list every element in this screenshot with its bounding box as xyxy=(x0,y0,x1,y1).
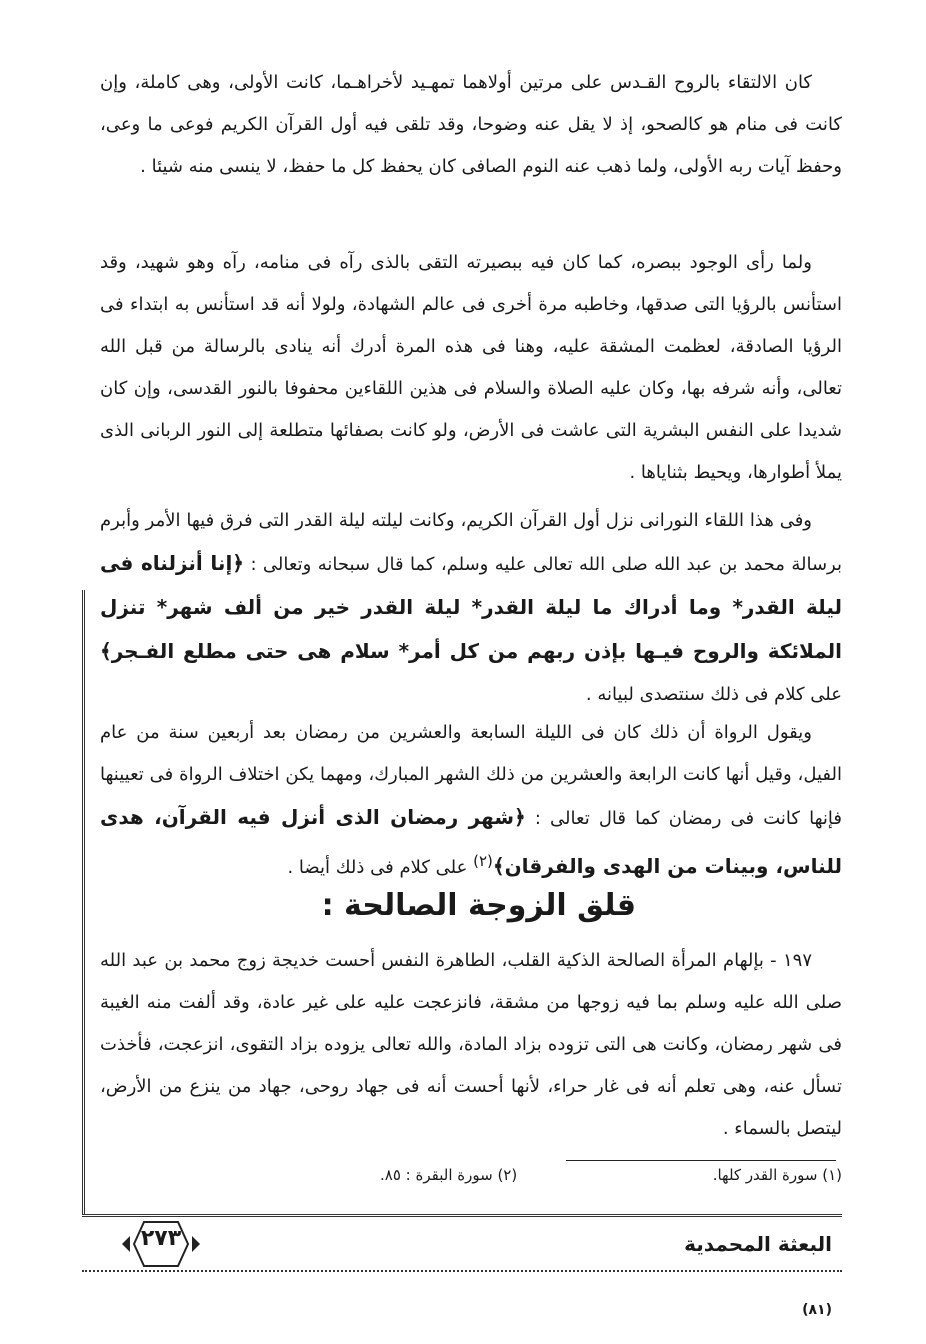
paragraph-2-text: ولما رأى الوجود ببصره، كما كان فيه ببصيرته التقى بالذى رآه فى منامه، رآه وهو شهيد، وقد استأنس بالرؤيا التى صدقها، وخاطبه مرة أخرى فى عالم الشهادة، ولولا أنه قد استأنس به ابتداء فى الرؤيا الصادقة، لعظمت المشقة عليه، وهنا فى هذه المرة أدرك أنه ينادى بالرسالة من قبل الله تعالى، وأنه شرفه بها، وكان عليه الصلاة والسلام فى هذين اللقاءين محفوفا بالنور القدسى، وإن كان شديدا على النفس البشرية التى عاشت فى الأرض، ولو كانت بصفائها متطلعة إلى النور الربانى الذى يملأ أطوارها، ويحيط بثناياها . xyxy=(100,252,842,483)
quran-quote-ramadan: ﴿شهر رمضان الذى أنزل فيه القرآن، هدى للناس، وبينات من الهدى والفرقان﴾ xyxy=(100,805,842,878)
paragraph-4-body xyxy=(100,712,842,889)
scan-number: (٨١) xyxy=(802,1302,832,1318)
footnote-ref: (٢) xyxy=(473,852,493,870)
paragraph-4 xyxy=(100,712,842,897)
section-heading: قلق الزوجة الصالحة : xyxy=(321,888,636,923)
paragraph-3 xyxy=(100,500,842,724)
book-title: البعثة المحمدية xyxy=(684,1232,832,1256)
frame-left-border xyxy=(82,590,85,1214)
page-number: ٢٧٣ xyxy=(140,1226,182,1251)
footnote-divider xyxy=(566,1160,836,1161)
paragraph-2 xyxy=(100,242,842,502)
paragraph-5-text: ١٩٧ - بإلهام المرأة الصالحة الذكية القلب، الطاهرة النفس أحست خديجة زوج محمد بن عبد الله صلى الله عليه وسلم بما فيه زوجها من مشقة، فانزعجت عليه على غير عادة، وقد ألفت منه الغيبة فى شهر رمضان، وكانت هى التى تزوده بزاد المادة، والله تعالى يزوده بزاد التقوى، انزعجت، فأخذت تسأل عنه، وهى تعلم أنه فى غار حراء، لأنها أحست أنه فى جهاد روحى، جهاد من ينزع من الأرض، ليتصل بالسماء . xyxy=(100,950,842,1139)
footnote-2: (٢) سورة البقرة : ٨٥. xyxy=(380,1166,518,1184)
paragraph-5 xyxy=(100,940,842,1158)
paragraph-3-intro: وفى هذا اللقاء النورانى نزل أول القرآن الكريم، وكانت ليلته ليلة القدر التى فرق فيها الأمر وأبرم برسالة محمد بن عبد الله صلى الله تعالى عليه وسلم، كما قال سبحانه وتعالى : xyxy=(100,510,842,575)
quran-quote-qadr: ﴿إنا أنزلناه فى ليلة القدر* وما أدراك ما ليلة القدر* ليلة القدر خير من ألف شهر* تنزل الملائكة والروح فيـها بإذن ربهم من كل أمر* سلام هى حتى مطلع الفـجر﴾ xyxy=(100,551,842,663)
paragraph-1 xyxy=(100,62,842,196)
paragraph-3-outro: على كلام فى ذلك سنتصدى لبيانه . xyxy=(585,684,842,705)
paragraph-1-text: كان الالتقاء بالروح القـدس على مرتين أولاهما تمهـيد لأخراهـما، كانت الأولى، وهى كاملة، وإن كانت فى منام هو كالصحو، إذ لا يقل عنه وضوحا، وقد تلقى فيه أول القرآن الكريم فوعى ما وعى، وحفظ آيات ربه الأولى، ولما ذهب عنه النوم الصافى كان يحفظ كل ما حفظ، لا ينسى منه شيئا . xyxy=(100,72,842,177)
paragraph-4-outro: على كلام فى ذلك أيضا . xyxy=(287,857,468,878)
footnote-1: (١) سورة القدر كلها. xyxy=(712,1166,842,1184)
paragraph-3-body xyxy=(100,500,842,716)
footnotes xyxy=(380,1166,842,1184)
paragraph-4-intro: ويقول الرواة أن ذلك كان فى الليلة السابعة والعشرين من رمضان بعد أربعين سنة من عام الفيل، وقيل أنها كانت الرابعة والعشرين من ذلك الشهر المبارك، ومهما يكن اختلاف الرواة فى تعيينها فإنها كانت فى رمضان كما قال تعالى : xyxy=(100,722,842,829)
